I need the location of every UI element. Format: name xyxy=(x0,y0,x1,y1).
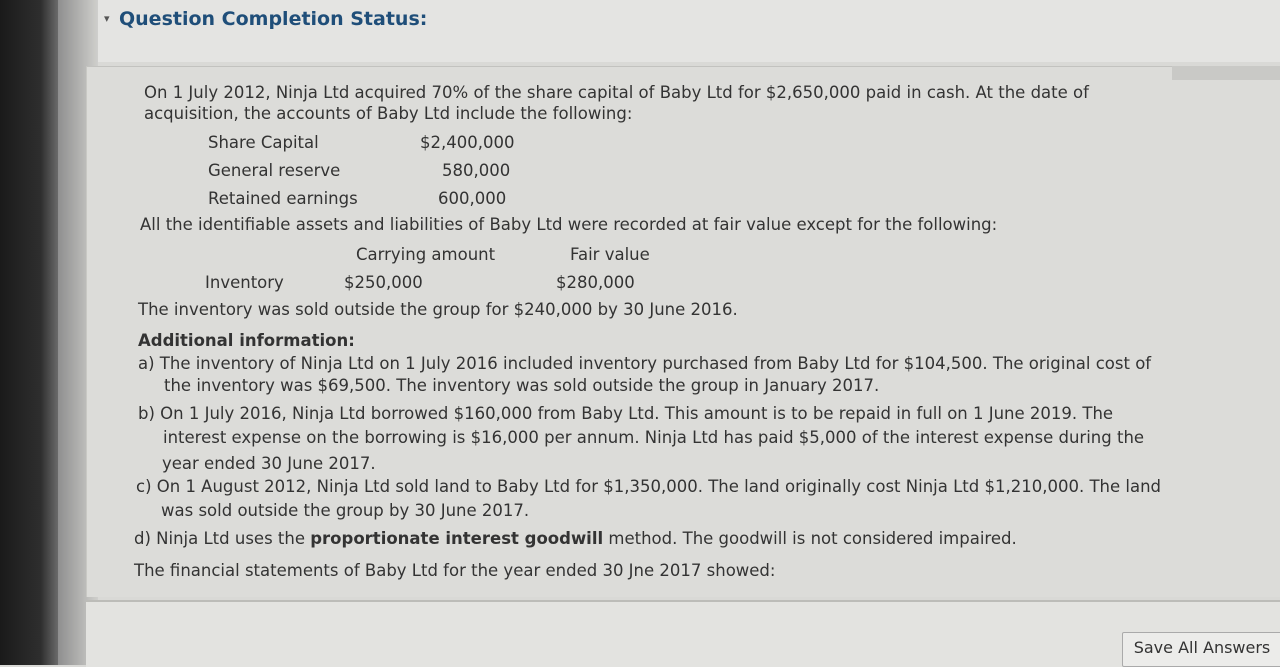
fair-value-intro: All the identifiable assets and liabilities of Baby Ltd were recorded at fair value except for the following: xyxy=(140,215,998,234)
panel-tab xyxy=(1172,66,1280,80)
intro-line-2: acquisition, the accounts of Baby Ltd include the following: xyxy=(144,104,633,123)
item-c-line-2: was sold outside the group by 30 June 2017. xyxy=(161,501,530,520)
item-b-line-1: b) On 1 July 2016, Ninja Ltd borrowed $160,000 from Baby Ltd. This amount is to be repaid in full on 1 June 2019. The xyxy=(138,404,1114,423)
equity-value: $2,400,000 xyxy=(420,133,515,152)
inventory-sold-text: The inventory was sold outside the group for $240,000 by 30 June 2016. xyxy=(138,300,738,319)
screen-left-edge xyxy=(0,0,58,665)
fv-row-carrying: $250,000 xyxy=(344,273,423,292)
item-d-bold-term: proportionate interest goodwill xyxy=(310,529,604,548)
additional-info-heading: Additional information: xyxy=(138,331,355,350)
item-c-line-1: c) On 1 August 2012, Ninja Ltd sold land to Baby Ltd for $1,350,000. The land originally cost Ninja Ltd $1,210,000. The land xyxy=(136,477,1161,496)
answer-area[interactable] xyxy=(86,600,1280,667)
equity-label: Share Capital xyxy=(208,133,319,152)
item-a-line-2: the inventory was $69,500. The inventory was sold outside the group in January 2017. xyxy=(164,376,880,395)
fv-col-carrying: Carrying amount xyxy=(356,245,496,264)
item-d-prefix: d) Ninja Ltd uses the xyxy=(134,529,311,548)
item-b-line-2: interest expense on the borrowing is $16,000 per annum. Ninja Ltd has paid $5,000 of the interest expense during the xyxy=(163,428,1145,447)
item-d-line xyxy=(134,529,1017,549)
equity-value: 580,000 xyxy=(442,161,511,180)
fv-row-fair: $280,000 xyxy=(556,273,635,292)
equity-label: Retained earnings xyxy=(208,189,358,208)
equity-label: General reserve xyxy=(208,161,341,180)
fv-col-fair: Fair value xyxy=(570,245,650,264)
statements-intro: The financial statements of Baby Ltd for the year ended 30 Jne 2017 showed: xyxy=(134,561,776,580)
intro-line-1: On 1 July 2012, Ninja Ltd acquired 70% of the share capital of Baby Ltd for $2,650,000 paid in cash. At the date of xyxy=(144,83,1089,102)
expand-chevron-icon[interactable]: ▾ xyxy=(104,12,110,25)
item-d-suffix: method. The goodwill is not considered impaired. xyxy=(603,529,1017,548)
equity-value: 600,000 xyxy=(438,189,507,208)
item-b-line-3: year ended 30 June 2017. xyxy=(162,454,376,473)
fv-row-label: Inventory xyxy=(205,273,284,292)
save-all-answers-button[interactable]: Save All Answers xyxy=(1122,632,1280,667)
item-a-line-1: a) The inventory of Ninja Ltd on 1 July 2016 included inventory purchased from Baby Ltd for $104,500. The original cost of xyxy=(138,354,1152,373)
question-completion-status-title[interactable]: Question Completion Status: xyxy=(119,8,428,30)
